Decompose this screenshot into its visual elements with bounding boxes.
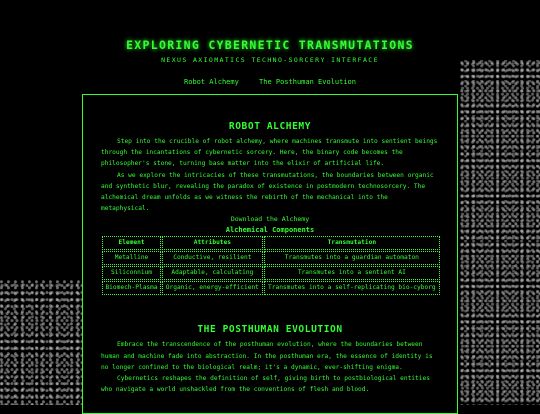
table-cell: Transmutes into a sentient AI [264, 266, 440, 280]
table-row [102, 251, 440, 265]
section-title-posthuman-evolution: THE POSTHUMAN EVOLUTION [197, 324, 343, 336]
table-cell: Conductive, resilient [162, 251, 263, 265]
table-cell: Transmutes into a guardian automaton [264, 251, 440, 265]
static-noise-right [460, 60, 540, 405]
alchemical-components-table [101, 235, 441, 296]
section-paragraph: As we explore the intricacies of these transmutations, the boundaries between organic and synthetic blur, revealing the paradox of existence in postmodern technosorcery. The alchemical dream unfolds as we witness the rebirth of the mechanical into the metaphysical. [101, 171, 434, 213]
nav-link-posthuman-evolution[interactable]: The Posthuman Evolution [259, 78, 356, 86]
column-header: Element [102, 236, 161, 250]
static-noise-left [0, 280, 82, 405]
page-subtitle: NEXUS AXIOMATICS TECHNO-SORCERY INTERFACE [161, 56, 379, 64]
section-paragraph: Cybernetics reshapes the definition of self, giving birth to postbiological entities who navigate a world unshackled from the conventions of flesh and blood. [101, 375, 430, 394]
table-title: Alchemical Components [225, 226, 315, 235]
table-row [102, 266, 440, 280]
table-cell: Organic, energy-efficient [162, 281, 263, 295]
page-title: EXPLORING CYBERNETIC TRANSMUTATIONS [126, 38, 414, 52]
download-alchemy-link[interactable]: Download the Alchemy [230, 215, 310, 224]
section-paragraph: Step into the crucible of robot alchemy, where machines transmute into sentient beings through the incantations of cybernetic sorcery. Here, the binary code becomes the philosopher's stone, turning base matter into the elixir of artificial life. [101, 138, 438, 168]
table-cell: Biomech-Plasma [102, 281, 161, 295]
table-cell: Siliconnium [102, 266, 161, 280]
nav-link-robot-alchemy[interactable]: Robot Alchemy [184, 78, 239, 86]
table-cell: Metalline [102, 251, 161, 265]
table-cell: Adaptable, calculating [162, 266, 263, 280]
section-title-robot-alchemy: ROBOT ALCHEMY [228, 121, 312, 132]
section-paragraph: Embrace the transcendence of the posthuman evolution, where the boundaries between human and machine fade into abstraction. In the posthuman era, the essence of identity is no longer confined to the biological realm; it's a dynamic, ever-shifting enigma. [101, 341, 433, 371]
main-nav [0, 78, 540, 86]
content-panel [82, 94, 458, 414]
column-header: Attributes [162, 236, 263, 250]
table-cell: Transmutes into a self-replicating bio-cyborg [264, 281, 440, 295]
table-header-row [102, 236, 440, 250]
table-row [102, 281, 440, 295]
column-header: Transmutation [264, 236, 440, 250]
